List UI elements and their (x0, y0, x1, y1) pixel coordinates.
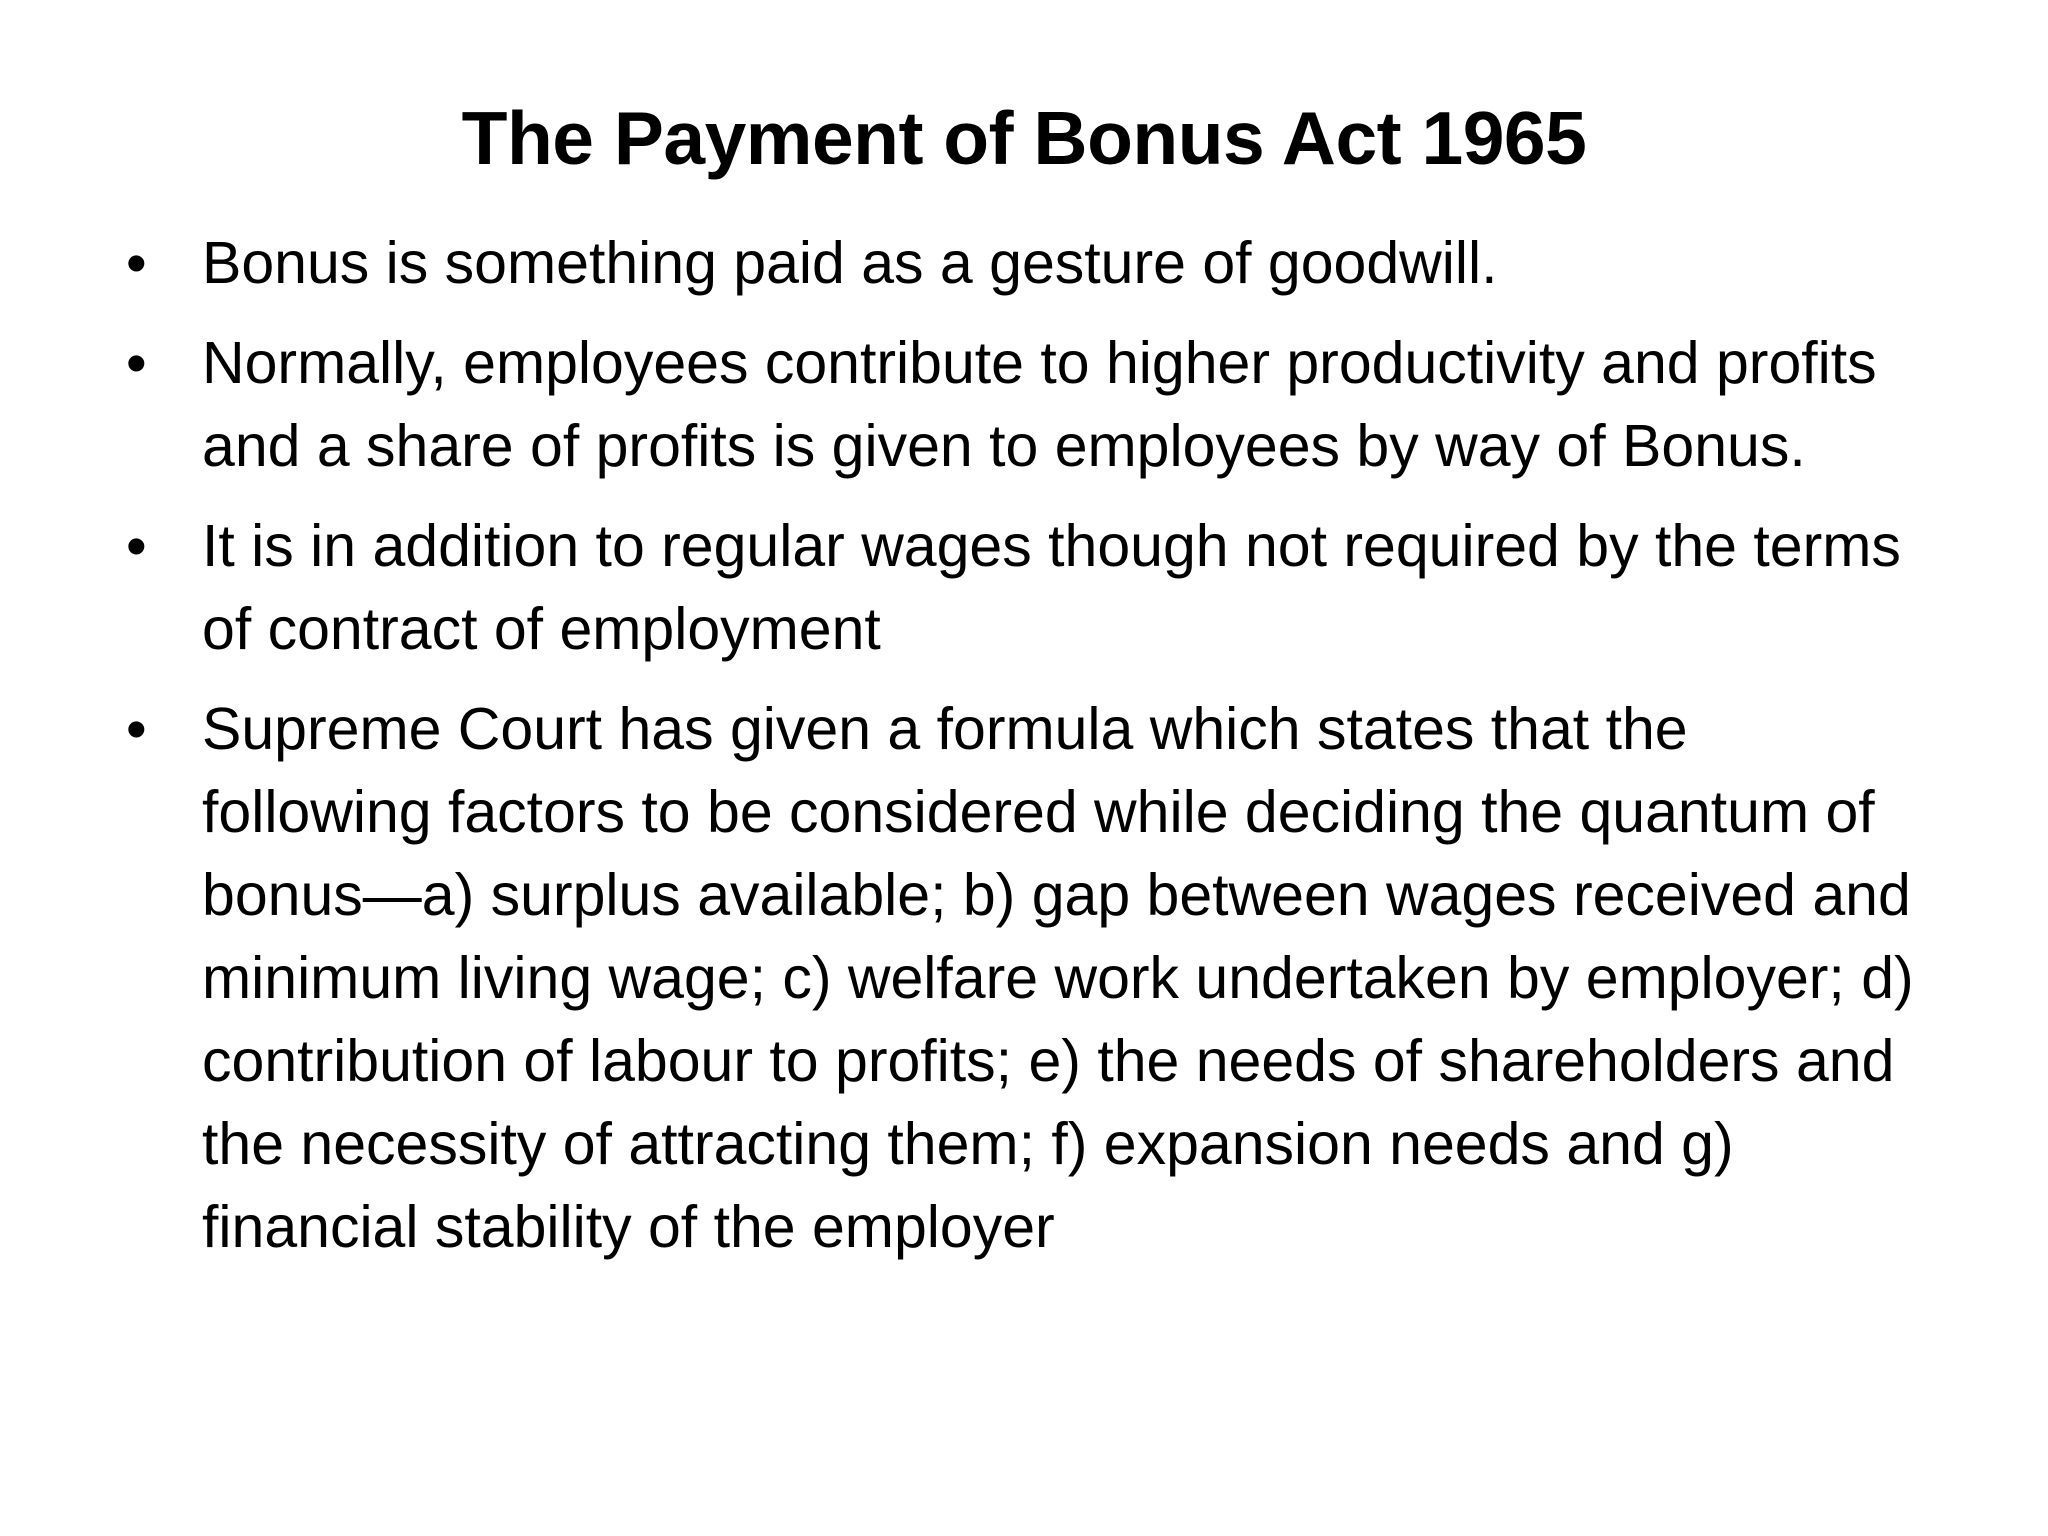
bullet-list (124, 222, 1924, 1286)
bullet-item (124, 505, 1924, 671)
bullet-text: Normally, employees contribute to higher productivity and profits and a share of profits is given to employees by way of Bonus. (202, 330, 1877, 479)
bullet-text: Supreme Court has given a formula which states that the following factors to be considered while deciding the quantum of bonus—a) surplus available; b) gap between wages received and minimum living wage; c) welfare work undertaken by employer; d) contribution of labour to profits; e) the needs of shareholders and the necessity of attracting them; f) expansion needs and g) financial stability of the employer (202, 696, 1914, 1260)
bullet-item (124, 222, 1924, 305)
bullet-item (124, 322, 1924, 488)
bullet-text: Bonus is something paid as a gesture of goodwill. (202, 230, 1498, 296)
bullet-dot-icon: • (126, 330, 147, 396)
bullet-text: It is in addition to regular wages though not required by the terms of contract of employment (202, 513, 1901, 662)
bullet-dot-icon: • (126, 230, 147, 296)
slide-title: The Payment of Bonus Act 1965 (461, 96, 1587, 180)
bullet-item (124, 688, 1924, 1269)
bullet-dot-icon: • (126, 696, 147, 762)
bullet-dot-icon: • (126, 513, 147, 579)
